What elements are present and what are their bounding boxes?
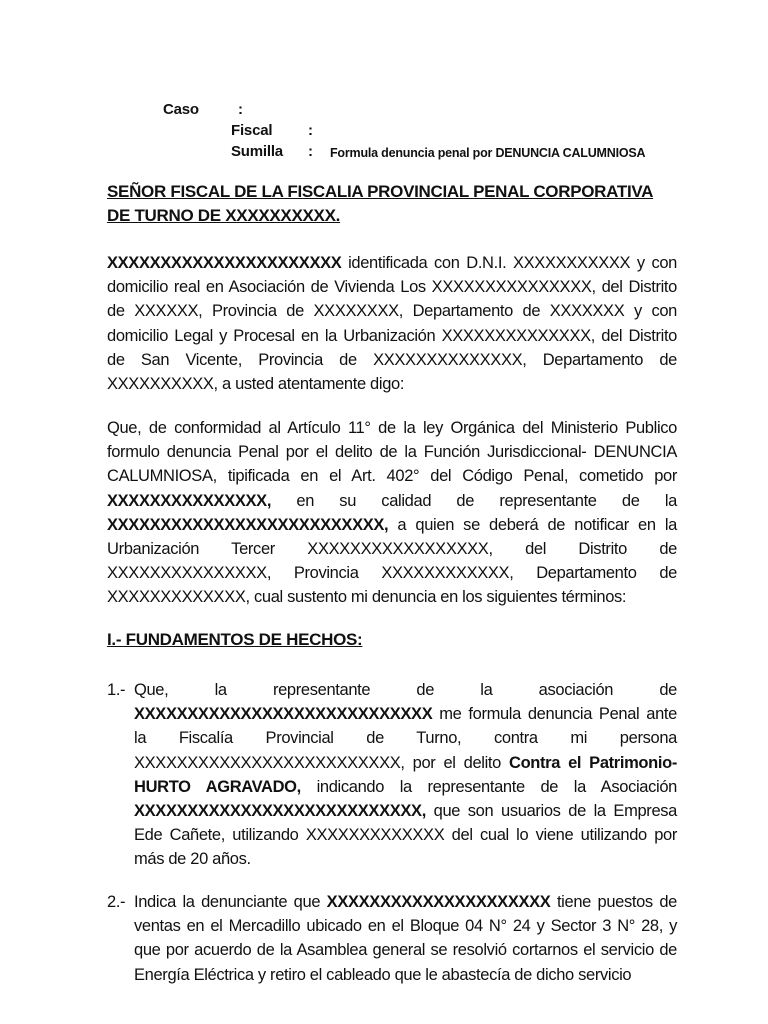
fiscal-label: Fiscal [231,122,273,139]
intro-paragraph [107,251,677,396]
fact-item-1 [107,678,677,872]
fiscal-colon: : [308,122,313,139]
document-title: SEÑOR FISCAL DE LA FISCALIA PROVINCIAL PENAL CORPORATIVA DE TURNO DE XXXXXXXXXX. [107,182,654,225]
fact-item-1-bold-3: XXXXXXXXXXXXXXXXXXXXXXXXXXX, [134,802,426,821]
sumilla-colon: : [308,143,313,160]
fact-item-1-bold-1: XXXXXXXXXXXXXXXXXXXXXXXXXXXX [134,705,433,724]
caso-colon: : [238,101,243,118]
fact-item-2-body [134,890,677,987]
fact-item-1-body [134,702,677,871]
intro-text: identificada con D.N.I. XXXXXXXXXXX y con domicilio real en Asociación de Vivienda Los XXXXXXXXXXXXXXX, del Distrito de XXXXXX, Provincia de XXXXXXXX, Departamento de XXXXXXX y con domicilio Legal y Procesal en la Urbanización XXXXXXXXXXXXXX, del Distrito de San Vicente, Provincia de XXXXXXXXXXXXXX, Departamento de XXXXXXXXXX, a usted atentamente digo: [107,254,677,394]
complaint-part-3: a quien se deberá de notificar en la Urbanización Tercer XXXXXXXXXXXXXXXXX, del Distrito de XXXXXXXXXXXXXXX, Provincia XXXXXXXXXXXX, Departamento de XXXXXXXXXXXXX, cual sustento mi denuncia en los siguientes términos: [107,515,677,607]
fact-item-1-text-2: indicando la representante de la Asociación [300,777,677,796]
complaint-bold-2: XXXXXXXXXXXXXXXXXXXXXXXXXX, [107,515,389,534]
complaint-paragraph [107,416,677,610]
fact-item-2 [107,890,677,987]
complaint-part-2: en su calidad de representante de la [271,491,677,510]
fact-item-1-number: 1.- [107,681,126,699]
fact-item-2-number: 2.- [107,893,126,911]
fact-item-2-text-1: tiene puestos de ventas en el Mercadillo ubicado en el Bloque 04 N° 24 y Sector 3 N° 28, y que por acuerdo de la Asamblea general se resolvió cortarnos el servicio de Energía Eléctrica y retiro el cableado que le abastecía de dicho servicio [134,893,677,984]
sumilla-text: Formula denuncia penal por DENUNCIA CALUMNIOSA [330,146,646,160]
complaint-part-1: Que, de conformidad al Artículo 11° de la ley Orgánica del Ministerio Publico formulo denuncia Penal por el delito de la Función Jurisdiccional- DENUNCIA CALUMNIOSA, tipificada en el Art. 402° del Código Penal, cometido por [107,419,677,486]
section-heading: I.- FUNDAMENTOS DE HECHOS: [107,630,363,649]
fact-item-1-text-1: me formula denuncia Penal ante la Fiscalía Provincial de Turno, contra mi persona XXXXXXXXXXXXXXXXXXXXXXXXX, por el delito [134,705,677,772]
fact-item-1-bold-2: Contra el Patrimonio-HURTO AGRAVADO, [134,753,677,796]
fact-item-2-text-0: Indica la denunciante que [134,893,327,911]
fact-item-1-first-line: Que, la representante de la asociación de [134,681,677,699]
sumilla-label: Sumilla [231,143,283,160]
fact-item-2-bold-1: XXXXXXXXXXXXXXXXXXXXX [326,893,551,911]
intro-name: XXXXXXXXXXXXXXXXXXXXXX [107,254,342,272]
caso-label: Caso [163,101,199,118]
fact-item-1-text-3: que son usuarios de la Empresa Ede Cañete, utilizando XXXXXXXXXXXXX del cual lo viene utilizando por más de 20 años. [134,802,677,869]
complaint-bold-1: XXXXXXXXXXXXXXX, [107,491,272,510]
